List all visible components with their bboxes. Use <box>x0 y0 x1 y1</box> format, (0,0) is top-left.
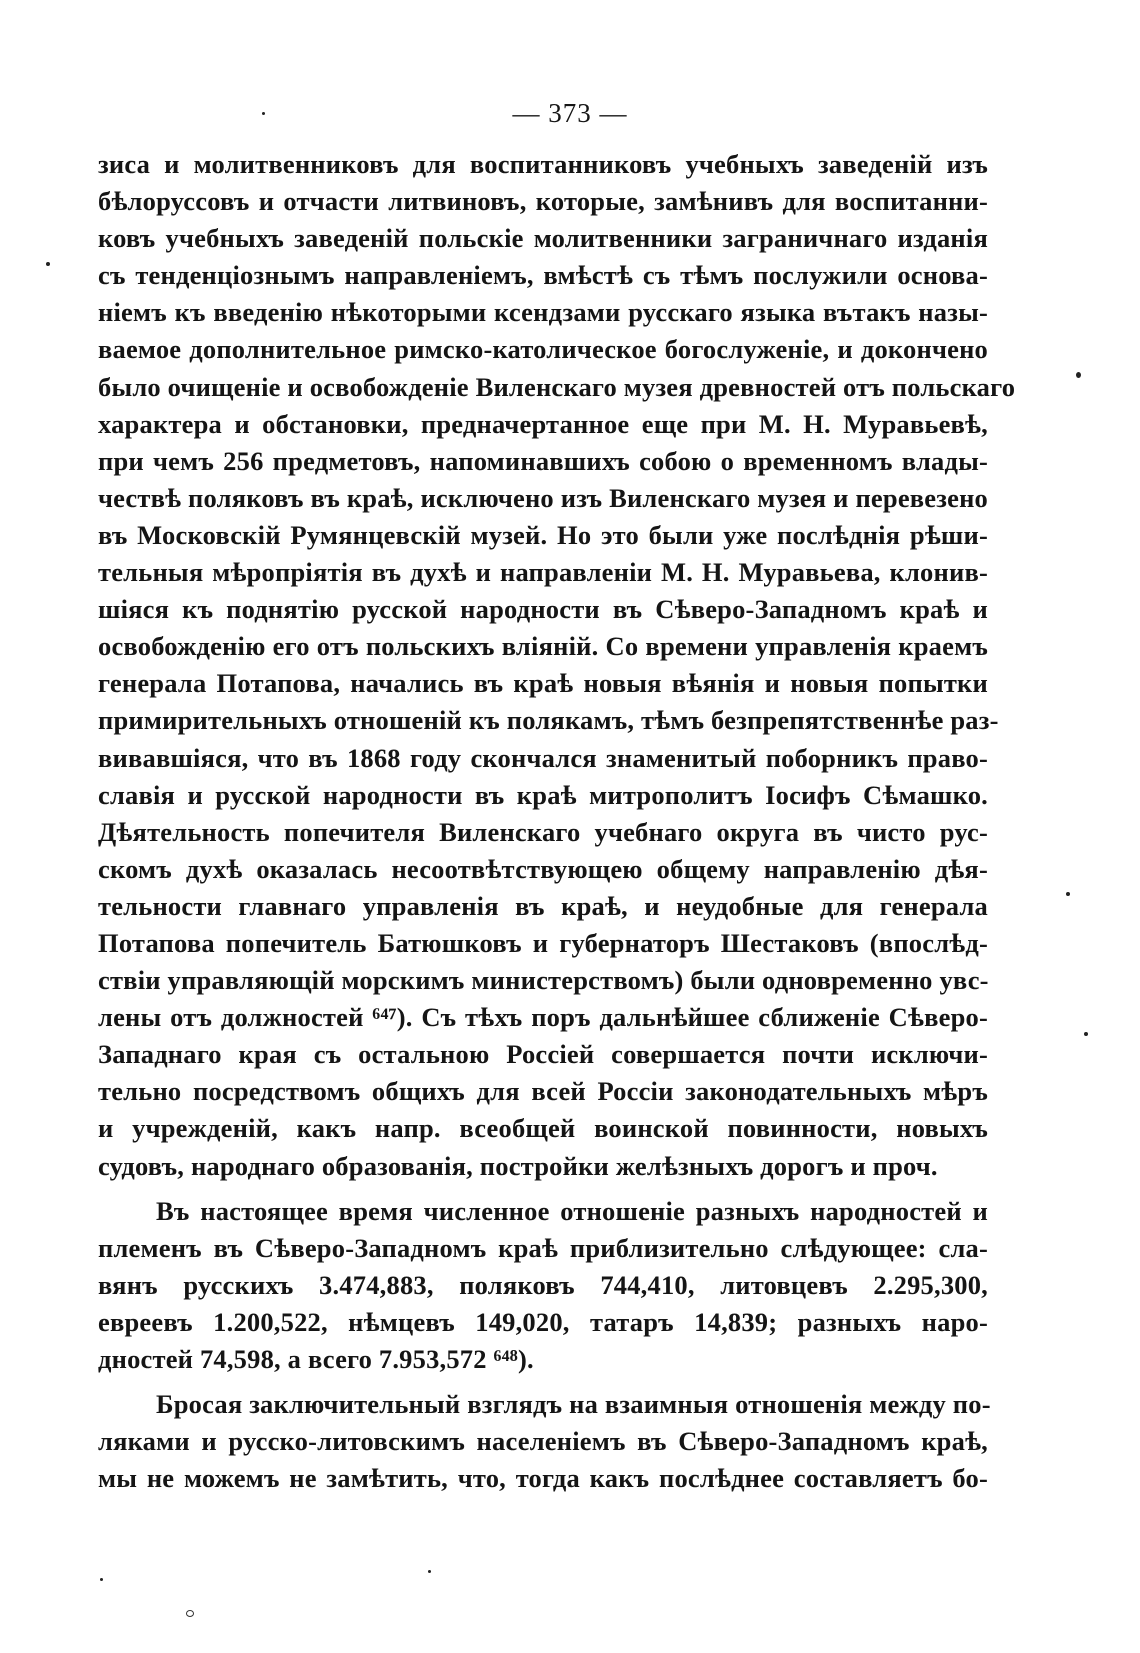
scan-speck <box>262 112 265 115</box>
scan-speck <box>1066 892 1070 896</box>
paragraph-gap <box>98 1378 988 1386</box>
scan-speck <box>46 262 50 266</box>
text-line: ваемое дополнительное римско-католическое богослуженіе, и докончено <box>98 334 988 365</box>
text-line: Дѣятельность попечителя Виленскаго учебнаго округа въ чисто рус- <box>98 816 988 847</box>
page-number: — 373 — <box>512 98 628 128</box>
text-line: лены отъ должностей ⁶⁴⁷). Съ тѣхъ поръ дальнѣйшее сближеніе Сѣверо- <box>98 1002 988 1033</box>
text-line: племенъ въ Сѣверо-Западномъ краѣ приблизительно слѣдующее: сла- <box>98 1232 988 1263</box>
scan-speck <box>1084 1032 1088 1036</box>
text-line: ніемъ къ введенію нѣкоторыми ксендзами русскаго языка вътакъ назы- <box>98 297 988 328</box>
text-line: бѣлоруссовъ и отчасти литвиновъ, которые, замѣнивъ для воспитанни- <box>98 186 988 217</box>
text-line: тельности главнаго управленія въ краѣ, и неудобные для генерала <box>98 890 988 921</box>
text-line: дностей 74,598, а всего 7.953,572 ⁶⁴⁸). <box>98 1344 534 1374</box>
text-line: Потапова попечитель Батюшковъ и губернаторъ Шестаковъ (впослѣд- <box>98 927 988 958</box>
text-line: скомъ духѣ оказалась несоотвѣтствующею общему направленію дѣя- <box>98 853 988 884</box>
text-line: шіяся къ поднятію русской народности въ Сѣверо-Западномъ краѣ и <box>98 594 988 625</box>
scan-speck <box>186 1610 194 1617</box>
text-line: зиса и молитвенниковъ для воспитанниковъ учебныхъ заведеній изъ <box>98 149 988 179</box>
text-line: вянъ русскихъ 3.474,883, поляковъ 744,410, литовцевъ 2.295,300, <box>98 1269 988 1300</box>
text-line: чествѣ поляковъ въ краѣ, исключено изъ Виленскаго музея и перевезено <box>98 482 988 513</box>
scan-speck <box>1076 372 1081 378</box>
text-line: евреевъ 1.200,522, нѣмцевъ 149,020, татаръ 14,839; разныхъ наро- <box>98 1306 988 1337</box>
text-line: было очищеніе и освобожденіе Виленскаго музея древностей отъ польскаго <box>98 371 1016 402</box>
text-line: Бросая заключительный взглядъ на взаимныя отношенія между по- <box>156 1389 991 1420</box>
text-line: ковъ учебныхъ заведеній польскіе молитвенники заграничнаго изданія <box>98 223 988 254</box>
scan-speck <box>428 1570 431 1573</box>
text-line: при чемъ 256 предметовъ, напоминавшихъ собою о временномъ влады- <box>98 445 988 476</box>
scan-speck <box>100 1578 103 1581</box>
paragraph-1 <box>98 146 1016 1185</box>
text-line: характера и обстановки, предначертанное еще при М. Н. Муравьевѣ, <box>98 408 988 439</box>
paragraph-2 <box>98 1193 988 1378</box>
text-line: славія и русской народности въ краѣ митрополитъ Іосифъ Сѣмашко. <box>98 779 988 810</box>
text-line: тельно посредствомъ общихъ для всей Россіи законодательныхъ мѣръ <box>98 1076 988 1107</box>
text-line: освобожденію его отъ польскихъ вліяній. Со времени управленія краемъ <box>98 631 988 662</box>
paragraph-3 <box>98 1386 991 1497</box>
text-line: и учрежденій, какъ напр. всеобщей воинской повинности, новыхъ <box>98 1113 988 1144</box>
text-line: мы не можемъ не замѣтить, что, тогда какъ послѣднее составляетъ бо- <box>98 1463 988 1494</box>
text-line: тельныя мѣропріятія въ духѣ и направленіи М. Н. Муравьева, клонив- <box>98 557 988 588</box>
text-line: въ Московскій Румянцевскій музей. Но это были уже послѣднія рѣши- <box>98 519 988 550</box>
text-line: Въ настоящее время численное отношеніе разныхъ народностей и <box>156 1195 988 1226</box>
text-line: ствіи управляющій морскимъ министерствомъ) были одновременно увс- <box>98 965 989 996</box>
text-line: вивавшіяся, что въ 1868 году скончался знаменитый поборникъ право- <box>98 742 988 773</box>
text-line: съ тенденціознымъ направленіемъ, вмѣстѣ съ тѣмъ послужили основа- <box>98 260 988 291</box>
text-line: ляками и русско-литовскимъ населеніемъ въ Сѣверо-Западномъ краѣ, <box>98 1426 988 1457</box>
paragraph-gap <box>98 1185 988 1193</box>
text-line: судовъ, народнаго образованія, постройки желѣзныхъ дорогъ и проч. <box>98 1150 938 1181</box>
text-line: примирительныхъ отношеній къ полякамъ, тѣмъ безпрепятственнѣе раз- <box>98 705 999 736</box>
body-text <box>98 146 1016 1497</box>
text-line: Западнаго края съ остальною Россіей совершается почти исключи- <box>98 1039 988 1070</box>
text-line: генерала Потапова, начались въ краѣ новыя вѣянія и новыя попытки <box>98 668 988 699</box>
